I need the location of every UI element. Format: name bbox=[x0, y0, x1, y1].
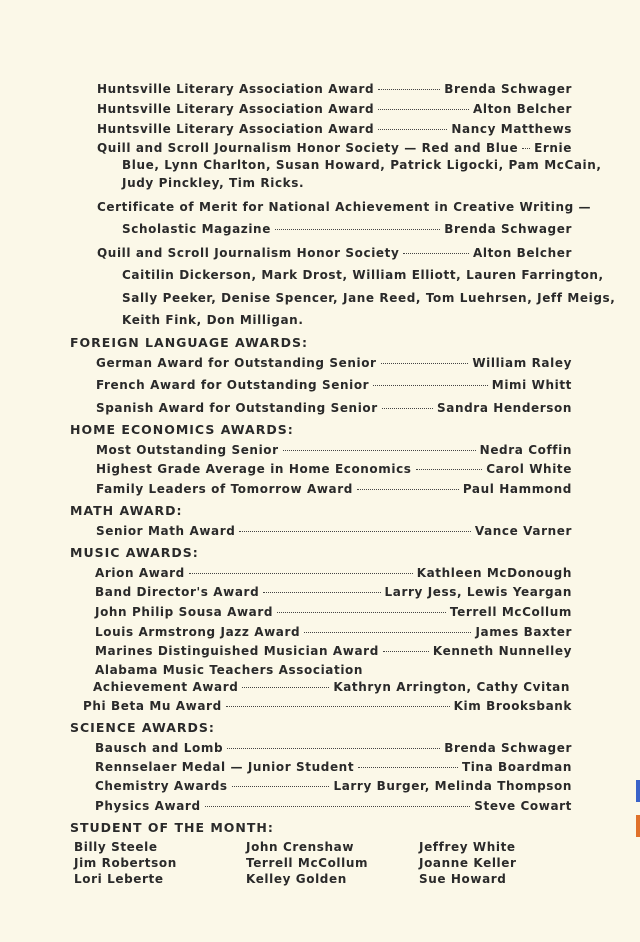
award-line bbox=[96, 482, 572, 496]
award-title: Bausch and Lomb bbox=[95, 741, 224, 755]
award-line bbox=[96, 378, 572, 392]
award-line bbox=[96, 462, 572, 476]
award-title: Louis Armstrong Jazz Award bbox=[95, 625, 301, 639]
recipients-continued: Blue, Lynn Charlton, Susan Howard, Patrick Ligocki, Pam McCain, bbox=[122, 158, 602, 172]
student-name: Billy Steele bbox=[74, 840, 158, 854]
award-line bbox=[93, 680, 570, 694]
student-name: Jim Robertson bbox=[74, 856, 177, 870]
leader-dots bbox=[263, 592, 380, 593]
recipients-continued: Sally Peeker, Denise Spencer, Jane Reed, Tom Luehrsen, Jeff Meigs, bbox=[122, 291, 616, 305]
leader-dots bbox=[232, 786, 330, 787]
recipient: Alton Belcher bbox=[472, 246, 572, 260]
recipients-continued: Caitilin Dickerson, Mark Drost, William Elliott, Lauren Farrington, bbox=[122, 268, 604, 282]
recipient: Ernie bbox=[534, 141, 572, 155]
award-title: Chemistry Awards bbox=[95, 779, 228, 793]
award-line bbox=[97, 246, 572, 260]
recipient: William Raley bbox=[472, 356, 572, 370]
page-edge-tab-blue bbox=[636, 780, 640, 802]
award-title: John Philip Sousa Award bbox=[95, 605, 274, 619]
leader-dots bbox=[403, 253, 469, 254]
recipient: Nedra Coffin bbox=[479, 443, 572, 457]
award-line bbox=[95, 625, 572, 639]
recipient: Vance Varner bbox=[474, 524, 572, 538]
award-title: Huntsville Literary Association Award bbox=[97, 122, 375, 136]
award-line bbox=[95, 799, 572, 813]
award-title: French Award for Outstanding Senior bbox=[96, 378, 370, 392]
leader-dots bbox=[378, 129, 447, 130]
award-title: Phi Beta Mu Award bbox=[83, 699, 222, 713]
student-name: Joanne Keller bbox=[419, 856, 517, 870]
recipient: Steve Cowart bbox=[474, 799, 572, 813]
student-name: Kelley Golden bbox=[246, 872, 347, 886]
section-heading: MUSIC AWARDS: bbox=[70, 545, 199, 560]
award-title: Quill and Scroll Journalism Honor Society bbox=[97, 246, 400, 260]
award-title: Marines Distinguished Musician Award bbox=[95, 644, 379, 658]
award-line bbox=[97, 82, 572, 96]
section-heading: MATH AWARD: bbox=[70, 503, 183, 518]
leader-dots bbox=[358, 767, 458, 768]
award-line bbox=[95, 779, 572, 793]
leader-dots bbox=[383, 651, 429, 652]
award-title: Arion Award bbox=[95, 566, 185, 580]
award-title: Quill and Scroll Journalism Honor Society — Red and Blue bbox=[97, 141, 519, 155]
recipient: Kim Brooksbank bbox=[453, 699, 572, 713]
student-name: Lori Leberte bbox=[74, 872, 164, 886]
award-line bbox=[96, 356, 572, 370]
student-name: John Crenshaw bbox=[246, 840, 355, 854]
section-heading: HOME ECONOMICS AWARDS: bbox=[70, 422, 294, 437]
recipient: Brenda Schwager bbox=[444, 741, 572, 755]
recipient: Nancy Matthews bbox=[451, 122, 572, 136]
award-title: Senior Math Award bbox=[96, 524, 236, 538]
award-title: Band Director's Award bbox=[95, 585, 260, 599]
award-title: Alabama Music Teachers Association bbox=[95, 663, 364, 677]
leader-dots bbox=[226, 706, 450, 707]
recipient: Brenda Schwager bbox=[444, 222, 572, 236]
award-line bbox=[97, 141, 572, 155]
leader-dots bbox=[277, 612, 446, 613]
recipient: Tina Boardman bbox=[461, 760, 572, 774]
section-heading: SCIENCE AWARDS: bbox=[70, 720, 215, 735]
leader-dots bbox=[283, 450, 476, 451]
student-name: Jeffrey White bbox=[419, 840, 516, 854]
award-title: Family Leaders of Tomorrow Award bbox=[96, 482, 353, 496]
award-title: Rennselaer Medal — Junior Student bbox=[95, 760, 355, 774]
award-title: Physics Award bbox=[95, 799, 201, 813]
award-title: Certificate of Merit for National Achievement in Creative Writing — bbox=[97, 200, 592, 214]
page-edge-tab-orange bbox=[636, 815, 640, 837]
award-line bbox=[95, 644, 572, 658]
recipient: Kenneth Nunnelley bbox=[432, 644, 572, 658]
recipient: Sandra Henderson bbox=[437, 401, 572, 415]
recipients-continued: Judy Pinckley, Tim Ricks. bbox=[122, 176, 305, 190]
leader-dots bbox=[378, 109, 469, 110]
leader-dots bbox=[382, 408, 433, 409]
recipient: Kathryn Arrington, Cathy Cvitan bbox=[333, 680, 570, 694]
leader-dots bbox=[416, 469, 483, 470]
leader-dots bbox=[189, 573, 413, 574]
leader-dots bbox=[304, 632, 471, 633]
award-title: Spanish Award for Outstanding Senior bbox=[96, 401, 378, 415]
recipient: Larry Jess, Lewis Yeargan bbox=[384, 585, 572, 599]
recipient: Larry Burger, Melinda Thompson bbox=[333, 779, 572, 793]
leader-dots bbox=[522, 148, 530, 149]
award-title: Huntsville Literary Association Award bbox=[97, 82, 375, 96]
leader-dots bbox=[275, 229, 440, 230]
student-name: Sue Howard bbox=[419, 872, 507, 886]
recipient: Kathleen McDonough bbox=[416, 566, 572, 580]
leader-dots bbox=[381, 363, 469, 364]
recipient: Terrell McCollum bbox=[449, 605, 572, 619]
award-line bbox=[83, 699, 572, 713]
award-title: Huntsville Literary Association Award bbox=[97, 102, 375, 116]
award-title: Most Outstanding Senior bbox=[96, 443, 279, 457]
leader-dots bbox=[239, 531, 470, 532]
award-title: German Award for Outstanding Senior bbox=[96, 356, 377, 370]
award-line bbox=[122, 222, 572, 236]
leader-dots bbox=[205, 806, 471, 807]
award-line bbox=[95, 585, 572, 599]
recipient: Alton Belcher bbox=[472, 102, 572, 116]
award-title: Scholastic Magazine bbox=[122, 222, 271, 236]
award-line bbox=[95, 605, 572, 619]
award-line bbox=[95, 741, 572, 755]
award-title: Highest Grade Average in Home Economics bbox=[96, 462, 412, 476]
award-title: Achievement Award bbox=[93, 680, 239, 694]
award-line bbox=[95, 760, 572, 774]
leader-dots bbox=[227, 748, 440, 749]
recipient: Carol White bbox=[486, 462, 572, 476]
recipient: Brenda Schwager bbox=[444, 82, 572, 96]
award-line bbox=[96, 524, 572, 538]
recipients-continued: Keith Fink, Don Milligan. bbox=[122, 313, 304, 327]
leader-dots bbox=[378, 89, 440, 90]
leader-dots bbox=[373, 385, 488, 386]
section-heading: FOREIGN LANGUAGE AWARDS: bbox=[70, 335, 309, 350]
leader-dots bbox=[242, 687, 329, 688]
award-line bbox=[96, 443, 572, 457]
leader-dots bbox=[357, 489, 459, 490]
award-line bbox=[96, 401, 572, 415]
student-name: Terrell McCollum bbox=[246, 856, 369, 870]
section-heading: STUDENT OF THE MONTH: bbox=[70, 820, 274, 835]
recipient: Mimi Whitt bbox=[491, 378, 572, 392]
recipient: Paul Hammond bbox=[462, 482, 572, 496]
recipient: James Baxter bbox=[475, 625, 572, 639]
award-line bbox=[95, 566, 572, 580]
award-line bbox=[97, 122, 572, 136]
award-line bbox=[97, 102, 572, 116]
